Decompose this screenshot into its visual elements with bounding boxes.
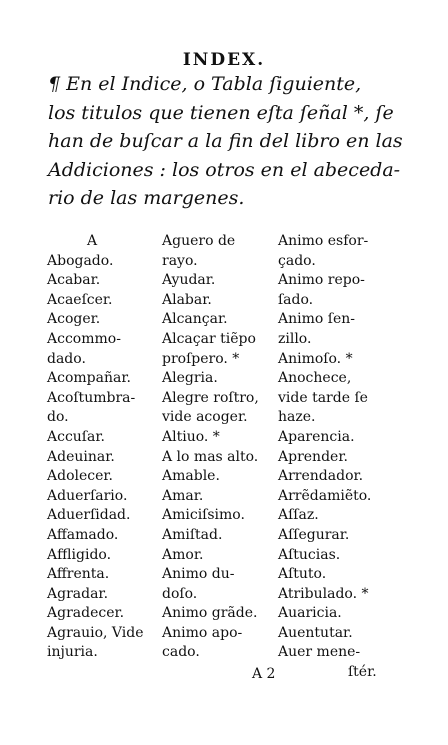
index-entry: Aduerſario. <box>47 487 128 504</box>
page-title: INDEX. <box>182 50 266 70</box>
index-entry: Amar. <box>162 487 204 504</box>
signature-mark: A 2 <box>252 666 276 682</box>
index-entry: Agradar. <box>47 585 109 602</box>
index-entry: Amable. <box>162 468 220 485</box>
index-entry: Animo apo- <box>162 624 243 641</box>
index-entry: doſo. <box>162 585 198 602</box>
index-entry: Aſtucias. <box>278 546 341 563</box>
index-entry: Aduerſidad. <box>47 507 131 524</box>
index-entry: Animoſo. * <box>278 350 353 367</box>
index-entry: Acompañar. <box>47 370 131 387</box>
index-entry: çado. <box>278 252 316 269</box>
intro-line: han de buſcar a la fin del libro en las <box>48 130 403 153</box>
index-entry: Adolecer. <box>47 468 113 485</box>
index-entry: cado. <box>162 644 200 661</box>
index-entry: dado. <box>47 350 86 367</box>
index-entry: Affligido. <box>47 546 112 563</box>
index-entry: Alabar. <box>162 291 212 308</box>
index-entry: Aſtuto. <box>278 566 327 583</box>
catchword: ſtér. <box>348 664 377 680</box>
index-entry: Animo grãde. <box>162 605 258 622</box>
index-entry: Altiuo. * <box>162 428 220 445</box>
index-column-1 <box>47 232 144 663</box>
index-entry: injuria. <box>47 644 98 661</box>
index-entry: Accommo- <box>47 330 121 347</box>
index-entry: Animo esfor- <box>278 233 369 249</box>
index-entry: Animo repo- <box>278 272 365 289</box>
index-entry: Alegre roſtro, <box>162 389 259 406</box>
intro-line: ¶ En el Indice, o Tabla ſiguiente, <box>48 73 362 95</box>
intro-line: Addiciones : los otros en el abeceda- <box>48 158 401 181</box>
index-entry: Arrẽdamiẽto. <box>278 487 372 504</box>
index-entry: Acabar. <box>47 272 101 289</box>
index-entry: Acoger. <box>47 311 101 328</box>
index-entry: Adeuinar. <box>47 448 115 465</box>
index-entry: Aguero de <box>162 233 236 249</box>
letter-heading: A <box>87 233 98 249</box>
index-entry: proſpero. * <box>162 350 240 367</box>
index-entry: rayo. <box>162 252 198 269</box>
index-entry: Agradecer. <box>47 605 125 622</box>
index-entry: Agrauio, Vide <box>47 624 144 641</box>
index-entry: Ayudar. <box>162 272 216 289</box>
index-entry: Accuſar. <box>47 428 105 445</box>
index-entry: Aparencia. <box>278 428 355 445</box>
index-entry: Abogado. <box>47 252 114 269</box>
intro-note <box>48 70 403 213</box>
index-entry: Aſſegurar. <box>278 526 350 543</box>
index-column-2 <box>162 232 259 663</box>
index-entry: ſado. <box>278 291 314 308</box>
index-entry: Alcançar. <box>162 311 228 328</box>
index-entry: Amiciſsimo. <box>162 507 245 524</box>
index-entry: Acoſtumbra- <box>47 389 136 406</box>
index-entry: A lo mas alto. <box>162 448 259 465</box>
index-entry: vide acoger. <box>162 409 248 426</box>
index-entry: Alegria. <box>162 370 218 387</box>
index-entry: Auentutar. <box>278 624 353 641</box>
index-entry: do. <box>47 409 69 426</box>
index-entry: Amor. <box>162 546 204 563</box>
index-entry: Aſſaz. <box>278 507 319 524</box>
index-entry: Alcaçar tiẽpo <box>162 330 256 347</box>
index-entry: Affamado. <box>47 526 119 543</box>
index-entry: haze. <box>278 409 316 426</box>
intro-line: los titulos que tienen eſta ſeñal *, ſe <box>48 101 394 124</box>
index-column-3 <box>278 232 371 663</box>
index-entry: Atribulado. * <box>278 585 369 602</box>
index-entry: Arrendador. <box>278 468 364 485</box>
index-entry: Animo ſen- <box>278 311 355 328</box>
index-entry: Animo du- <box>162 566 235 583</box>
index-entry: Acaeſcer. <box>47 291 113 308</box>
index-entry: vide tarde ſe <box>278 389 368 406</box>
index-entry: Affrenta. <box>47 566 110 583</box>
index-entry: Aprender. <box>278 448 348 465</box>
index-entry: zillo. <box>278 330 312 347</box>
index-entry: Auaricia. <box>278 605 342 622</box>
index-entry: Anochece, <box>278 370 352 387</box>
index-entry: Auer mene- <box>278 644 361 661</box>
intro-line: rio de las margenes. <box>48 187 245 210</box>
index-entry: Amiſtad. <box>162 526 223 543</box>
